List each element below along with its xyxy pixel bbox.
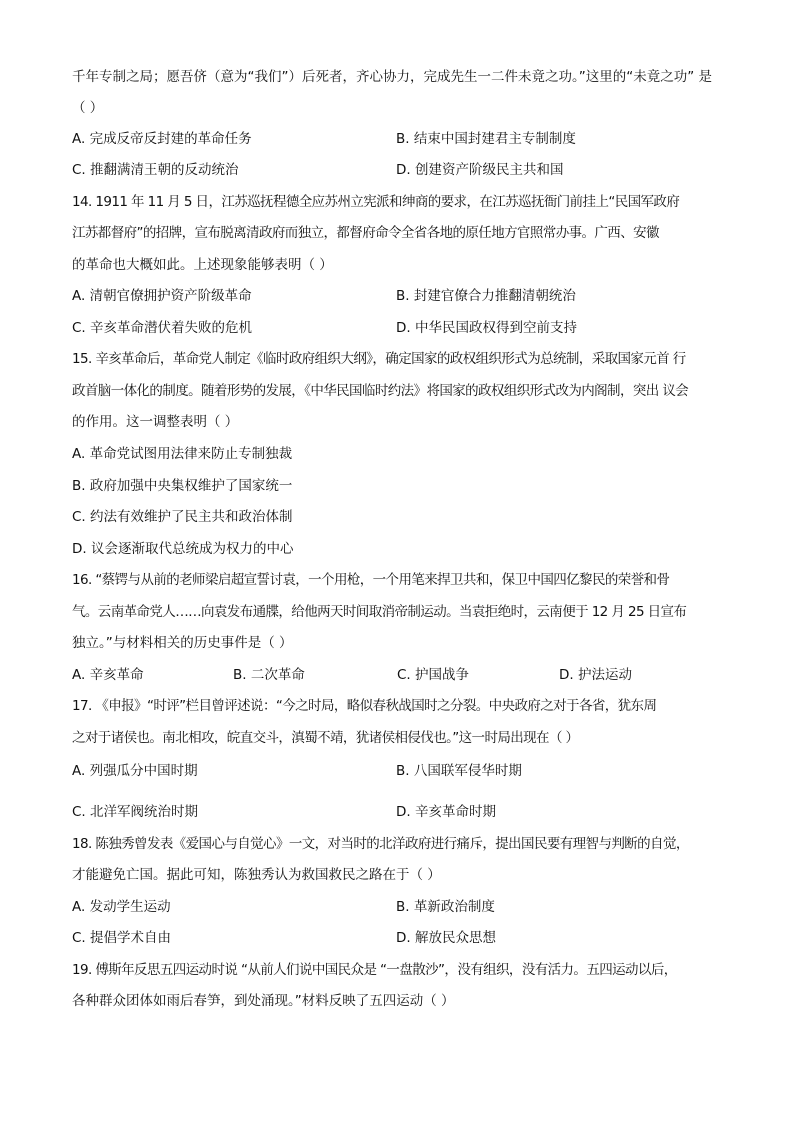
q14-options-row-1 <box>72 287 722 305</box>
q17-options-row-2 <box>72 803 722 821</box>
q17-option-d[interactable]: D. 辛亥革命时期 <box>396 804 496 820</box>
q13-option-c[interactable]: C. 推翻满清王朝的反动统治 <box>72 162 239 178</box>
q16-option-d[interactable]: D. 护法运动 <box>559 667 632 683</box>
q13-options-row-1 <box>72 130 722 148</box>
q14-option-c[interactable]: C. 辛亥革命潜伏着失败的危机 <box>72 320 253 336</box>
q15-option-a[interactable]: A. 革命党试图用法律来防止专制独裁 <box>72 446 293 462</box>
q19-line-2: 各种群众团体如雨后春笋，到处涌现。”材料反映了五四运动（ ） <box>72 993 455 1009</box>
q14-line-2: 江苏都督府”的招牌，宣布脱离清政府而独立，都督府命令全省各地的原任地方官照常办事。广西、安徽 <box>72 225 659 241</box>
q17-line-1: 17. 《申报》“时评”栏目曾评述说：“今之时局，略似春秋战国时之分裂。中央政府之对于各省，犹东周 <box>72 698 657 714</box>
q17-option-c[interactable]: C. 北洋军阀统治时期 <box>72 804 199 820</box>
q14-line-3: 的革命也大概如此。上述现象能够表明（ ） <box>72 257 333 273</box>
q13-option-d[interactable]: D. 创建资产阶级民主共和国 <box>396 162 564 178</box>
q18-line-2: 才能避免亡国。据此可知，陈独秀认为救国救民之路在于（ ） <box>72 867 441 883</box>
q17-option-b[interactable]: B. 八国联军侵华时期 <box>396 763 522 779</box>
q19-line-1: 19. 傅斯年反思五四运动时说 “从前人们说中国民众是 “一盘散沙”，没有组织，没有活力。五四运动以后， <box>72 962 677 978</box>
q16-option-c[interactable]: C. 护国战争 <box>397 667 470 683</box>
q15-option-c[interactable]: C. 约法有效维护了民主共和政治体制 <box>72 509 293 525</box>
q17-option-a[interactable]: A. 列强瓜分中国时期 <box>72 763 198 779</box>
q15-option-b[interactable]: B. 政府加强中央集权维护了国家统一 <box>72 478 293 494</box>
q15-line-2: 政首脑一体化的制度。随着形势的发展，《中华民国临时约法》将国家的政权组织形式改为内阁制，突出 议会 <box>72 383 689 399</box>
q16-line-2: 气。云南革命党人……向袁发布通牒，给他两天时间取消帝制运动。当袁拒绝时，云南便于 12 月 25 日宣布 <box>72 604 687 620</box>
q13-option-a[interactable]: A. 完成反帝反封建的革命任务 <box>72 131 252 147</box>
q17-line-2: 之对于诸侯也。南北相攻，皖直交斗，滇蜀不靖，犹诸侯相侵伐也。”这一时局出现在（ ） <box>72 730 579 746</box>
q15-option-d[interactable]: D. 议会逐渐取代总统成为权力的中心 <box>72 541 294 557</box>
q18-option-d[interactable]: D. 解放民众思想 <box>396 930 496 946</box>
q18-option-a[interactable]: A. 发动学生运动 <box>72 899 171 915</box>
q18-options-row-2 <box>72 929 722 947</box>
q18-option-c[interactable]: C. 提倡学术自由 <box>72 930 172 946</box>
q16-options-row <box>72 666 722 684</box>
q16-line-1: 16. “蔡锷与从前的老师梁启超宣誓讨袁，一个用枪，一个用笔来捍卫共和，保卫中国四亿黎民的荣誉和骨 <box>72 572 670 588</box>
q16-line-3: 独立。”与材料相关的历史事件是（ ） <box>72 635 293 651</box>
q14-line-1: 14. 1911 年 11 月 5 日，江苏巡抚程德全应苏州立宪派和绅商的要求，在江苏巡抚衙门前挂上“民国军政府 <box>72 194 680 210</box>
q15-line-3: 的作用。这一调整表明（ ） <box>72 414 239 430</box>
q14-option-b[interactable]: B. 封建官僚合力推翻清朝统治 <box>396 288 576 304</box>
q18-options-row-1 <box>72 898 722 916</box>
q16-option-a[interactable]: A. 辛亥革命 <box>72 667 144 683</box>
q16-option-b[interactable]: B. 二次革命 <box>233 667 305 683</box>
q17-options-row-1 <box>72 762 722 780</box>
q13-options-row-2 <box>72 161 722 179</box>
q14-option-a[interactable]: A. 清朝官僚拥护资产阶级革命 <box>72 288 252 304</box>
q15-line-1: 15. 辛亥革命后，革命党人制定《临时政府组织大纲》，确定国家的政权组织形式为总统制，采取国家元首 行 <box>72 351 686 367</box>
q14-options-row-2 <box>72 319 722 337</box>
q13-line-1: 千年专制之局；愿吾侪（意为“我们”）后死者，齐心协力，完成先生一二件未竟之功。”这里的“未竟之功” 是 <box>72 69 713 85</box>
q13-option-b[interactable]: B. 结束中国封建君主专制制度 <box>396 131 576 147</box>
q18-line-1: 18. 陈独秀曾发表《爱国心与自觉心》一文，对当时的北洋政府进行痛斥，提出国民要有理智与判断的自觉， <box>72 836 689 852</box>
q13-line-2: （ ） <box>72 100 104 116</box>
q14-option-d[interactable]: D. 中华民国政权得到空前支持 <box>396 320 577 336</box>
q18-option-b[interactable]: B. 革新政治制度 <box>396 899 495 915</box>
